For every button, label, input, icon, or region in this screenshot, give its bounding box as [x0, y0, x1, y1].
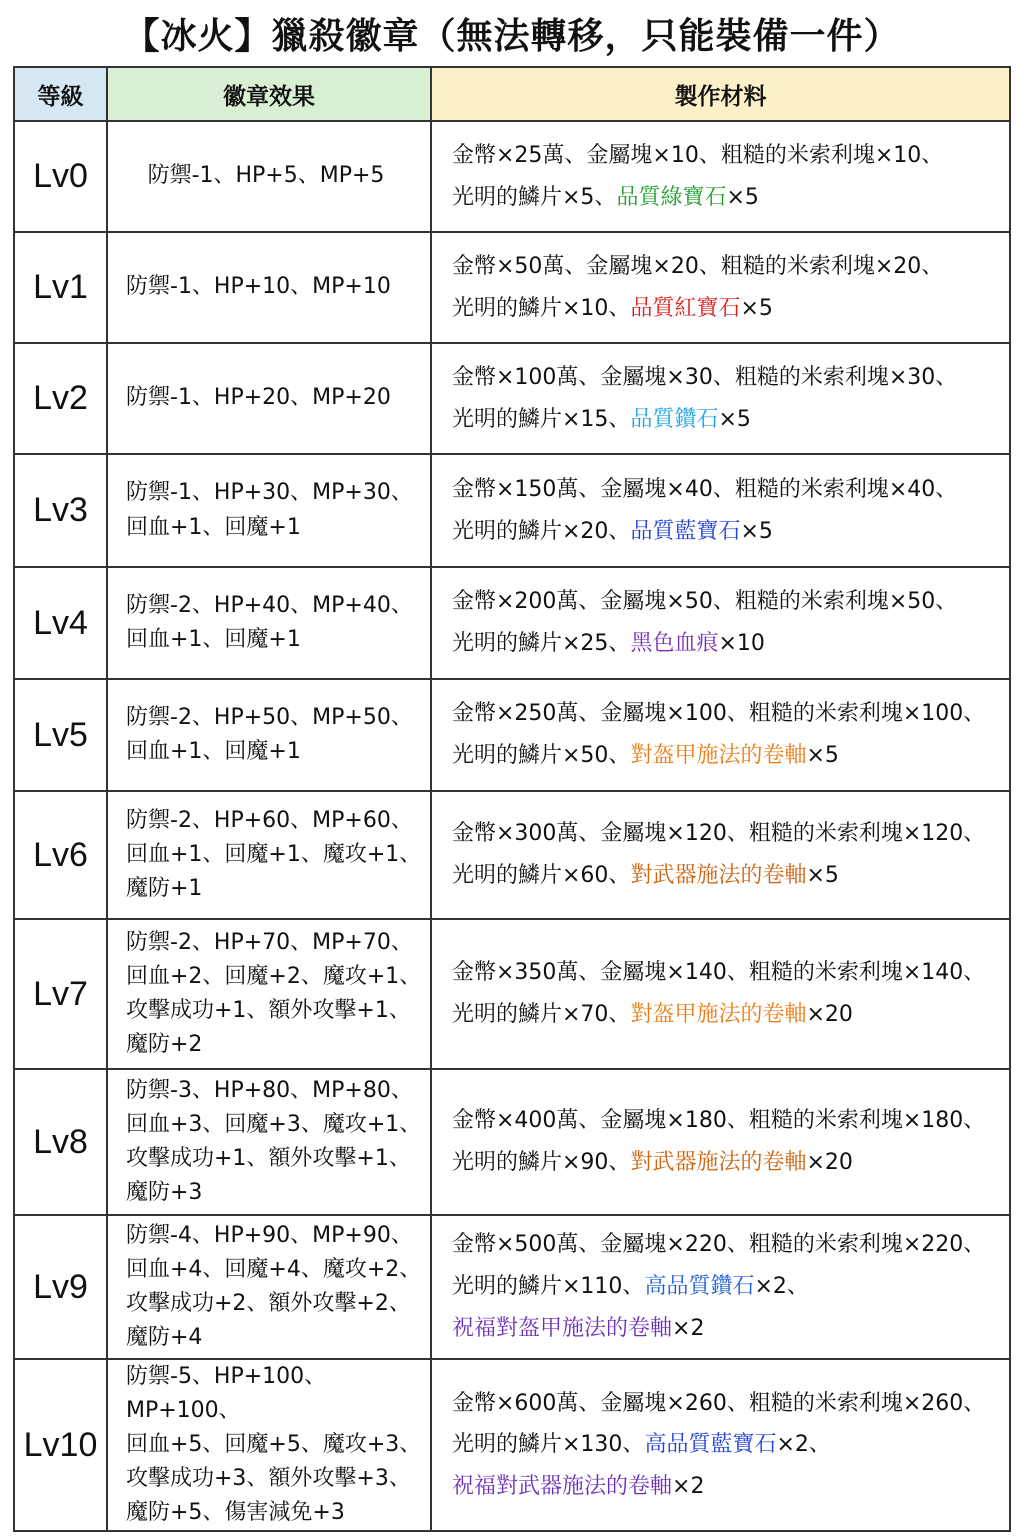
level-cell: Lv2 — [14, 343, 107, 454]
material-quantity: ×2 — [672, 1474, 705, 1500]
material-quantity: ×2、 — [776, 1432, 831, 1458]
effect-line: 防禦-1、HP+10、MP+10 — [126, 274, 391, 300]
header-effect: 徽章效果 — [107, 67, 431, 121]
level-cell: Lv8 — [14, 1069, 107, 1215]
material-highlight: 品質鑽石 — [630, 406, 719, 432]
materials-cell — [431, 679, 1010, 791]
materials-line — [452, 1142, 1003, 1184]
effect-line: 攻擊成功+1、額外攻擊+1、 — [126, 1146, 411, 1171]
effect-cell — [107, 121, 431, 232]
effect-line: 防禦-1、HP+5、MP+5 — [147, 163, 385, 189]
materials-line: 金幣×350萬、金屬塊×140、粗糙的米索利塊×140、 — [452, 960, 986, 986]
material-text: 光明的鱗片×10、 — [452, 295, 631, 321]
level-cell: Lv0 — [14, 121, 107, 232]
effect-cell — [107, 454, 431, 567]
table-row — [14, 1359, 1010, 1531]
table-row — [14, 1069, 1010, 1215]
material-highlight: 對盔甲施法的卷軸 — [630, 743, 807, 768]
effect-line: 魔防+1 — [126, 876, 203, 902]
material-text: 光明的鱗片×15、 — [452, 406, 631, 432]
materials-line: 金幣×500萬、金屬塊×220、粗糙的米索利塊×220、 — [452, 1232, 986, 1258]
materials-cell — [431, 1359, 1010, 1531]
level-cell: Lv4 — [14, 567, 107, 679]
materials-line: 金幣×100萬、金屬塊×30、粗糙的米索利塊×30、 — [452, 364, 958, 390]
material-quantity: ×5 — [806, 743, 839, 768]
table-row — [14, 343, 1010, 454]
effect-line: 防禦-1、HP+20、MP+20 — [126, 385, 391, 411]
materials-line — [452, 855, 1003, 897]
effect-line: 防禦-2、HP+50、MP+50、 — [126, 704, 413, 730]
level-cell: Lv7 — [14, 919, 107, 1069]
material-text: 光明的鱗片×20、 — [452, 518, 631, 544]
effect-cell — [107, 791, 431, 919]
materials-cell — [431, 232, 1010, 343]
level-cell: Lv9 — [14, 1215, 107, 1359]
materials-cell — [431, 1215, 1010, 1359]
effect-cell — [107, 567, 431, 679]
level-cell: Lv5 — [14, 679, 107, 791]
material-text: 光明的鱗片×110、 — [452, 1274, 645, 1300]
materials-cell — [431, 567, 1010, 679]
effect-line: 回血+1、回魔+1、魔攻+1、 — [126, 841, 422, 867]
table-header-row — [14, 67, 1010, 121]
material-quantity: ×5 — [740, 518, 773, 544]
material-highlight: 對武器施法的卷軸 — [630, 863, 807, 888]
effect-line: 防禦-5、HP+100、MP+100、 — [126, 1364, 327, 1424]
materials-cell — [431, 121, 1010, 232]
materials-cell — [431, 1069, 1010, 1215]
effect-cell — [107, 919, 431, 1069]
materials-line — [452, 511, 1003, 553]
effect-line: 回血+1、回魔+1 — [126, 514, 301, 540]
material-quantity: ×20 — [806, 1002, 853, 1027]
material-highlight: 對盔甲施法的卷軸 — [630, 1002, 807, 1027]
header-level: 等級 — [14, 67, 107, 121]
effect-line: 回血+1、回魔+1 — [126, 739, 301, 764]
material-text: 光明的鱗片×60、 — [452, 863, 631, 888]
material-text: 光明的鱗片×25、 — [452, 631, 631, 656]
material-quantity: ×2 — [672, 1315, 705, 1341]
table-row — [14, 121, 1010, 232]
material-text: 光明的鱗片×5、 — [452, 184, 617, 210]
materials-cell — [431, 454, 1010, 567]
header-materials: 製作材料 — [431, 67, 1010, 121]
effect-line: 回血+5、回魔+5、魔攻+3、 — [126, 1432, 422, 1458]
materials-line — [452, 1466, 1003, 1508]
effect-line: 防禦-2、HP+60、MP+60、 — [126, 807, 413, 833]
material-highlight: 高品質鑽石 — [644, 1274, 755, 1300]
material-quantity: ×20 — [806, 1150, 853, 1175]
table-row — [14, 567, 1010, 679]
effect-line: 回血+2、回魔+2、魔攻+1、 — [126, 963, 422, 989]
materials-line — [452, 288, 1003, 330]
effect-line: 魔防+5、傷害減免+3 — [126, 1500, 345, 1526]
table-row — [14, 679, 1010, 791]
table-row — [14, 454, 1010, 567]
materials-line — [452, 735, 1003, 777]
effect-cell — [107, 1069, 431, 1215]
badge-table — [13, 66, 1011, 1532]
materials-line: 金幣×250萬、金屬塊×100、粗糙的米索利塊×100、 — [452, 701, 986, 727]
level-cell: Lv1 — [14, 232, 107, 343]
materials-line: 金幣×50萬、金屬塊×20、粗糙的米索利塊×20、 — [452, 253, 944, 279]
effect-cell — [107, 1215, 431, 1359]
effect-line: 攻擊成功+3、額外攻擊+3、 — [126, 1466, 411, 1492]
materials-line: 金幣×150萬、金屬塊×40、粗糙的米索利塊×40、 — [452, 476, 958, 502]
material-quantity: ×5 — [718, 406, 751, 432]
effect-line: 魔防+2 — [126, 1032, 203, 1058]
material-highlight: 黑色血痕 — [630, 631, 719, 656]
effect-line: 防禦-2、HP+70、MP+70、 — [126, 929, 413, 955]
level-cell: Lv3 — [14, 454, 107, 567]
effect-line: 防禦-3、HP+80、MP+80、 — [126, 1077, 413, 1103]
material-highlight: 高品質藍寶石 — [644, 1432, 777, 1458]
table-row — [14, 1215, 1010, 1359]
materials-line — [452, 623, 1003, 665]
materials-line — [452, 994, 1003, 1036]
effect-cell — [107, 343, 431, 454]
effect-line: 防禦-1、HP+30、MP+30、 — [126, 480, 413, 506]
material-highlight: 祝福對盔甲施法的卷軸 — [452, 1315, 673, 1341]
table-row — [14, 232, 1010, 343]
effect-cell — [107, 232, 431, 343]
material-quantity: ×5 — [740, 295, 773, 321]
material-text: 光明的鱗片×130、 — [452, 1432, 645, 1458]
materials-line — [452, 1266, 1003, 1308]
materials-line — [452, 1308, 1003, 1350]
materials-cell — [431, 343, 1010, 454]
material-highlight: 對武器施法的卷軸 — [630, 1150, 807, 1175]
materials-line: 金幣×600萬、金屬塊×260、粗糙的米索利塊×260、 — [452, 1390, 986, 1416]
effect-cell — [107, 1359, 431, 1531]
effect-line: 回血+3、回魔+3、魔攻+1、 — [126, 1111, 422, 1137]
level-cell: Lv10 — [14, 1359, 107, 1531]
material-quantity: ×5 — [806, 863, 839, 888]
material-text: 光明的鱗片×90、 — [452, 1150, 631, 1175]
material-highlight: 品質藍寶石 — [630, 518, 741, 544]
materials-line: 金幣×400萬、金屬塊×180、粗糙的米索利塊×180、 — [452, 1108, 986, 1134]
material-quantity: ×2、 — [754, 1274, 809, 1300]
material-quantity: ×5 — [726, 184, 759, 210]
effect-line: 攻擊成功+1、額外攻擊+1、 — [126, 998, 411, 1023]
material-text: 光明的鱗片×70、 — [452, 1002, 631, 1027]
material-highlight: 品質紅寶石 — [630, 295, 741, 321]
effect-line: 防禦-2、HP+40、MP+40、 — [126, 592, 413, 618]
effect-line: 防禦-4、HP+90、MP+90、 — [126, 1222, 413, 1248]
material-text: 光明的鱗片×50、 — [452, 743, 631, 768]
effect-line: 回血+1、回魔+1 — [126, 627, 301, 652]
table-row — [14, 791, 1010, 919]
effect-line: 回血+4、回魔+4、魔攻+2、 — [126, 1256, 422, 1282]
level-cell: Lv6 — [14, 791, 107, 919]
effect-line: 魔防+3 — [126, 1180, 203, 1206]
material-highlight: 祝福對武器施法的卷軸 — [452, 1474, 673, 1500]
effect-line: 魔防+4 — [126, 1325, 203, 1351]
page-title: 【冰火】獵殺徽章（無法轉移，只能裝備一件） — [123, 15, 901, 57]
material-highlight: 品質綠寶石 — [616, 184, 727, 210]
materials-line: 金幣×200萬、金屬塊×50、粗糙的米索利塊×50、 — [452, 589, 958, 615]
materials-line: 金幣×25萬、金屬塊×10、粗糙的米索利塊×10、 — [452, 142, 944, 168]
materials-line: 金幣×300萬、金屬塊×120、粗糙的米索利塊×120、 — [452, 821, 986, 847]
materials-cell — [431, 919, 1010, 1069]
effect-cell — [107, 679, 431, 791]
table-row — [14, 919, 1010, 1069]
materials-line — [452, 177, 1003, 219]
materials-line — [452, 399, 1003, 441]
effect-line: 攻擊成功+2、額外攻擊+2、 — [126, 1291, 411, 1316]
materials-cell — [431, 791, 1010, 919]
materials-line — [452, 1424, 1003, 1466]
material-quantity: ×10 — [718, 631, 765, 656]
